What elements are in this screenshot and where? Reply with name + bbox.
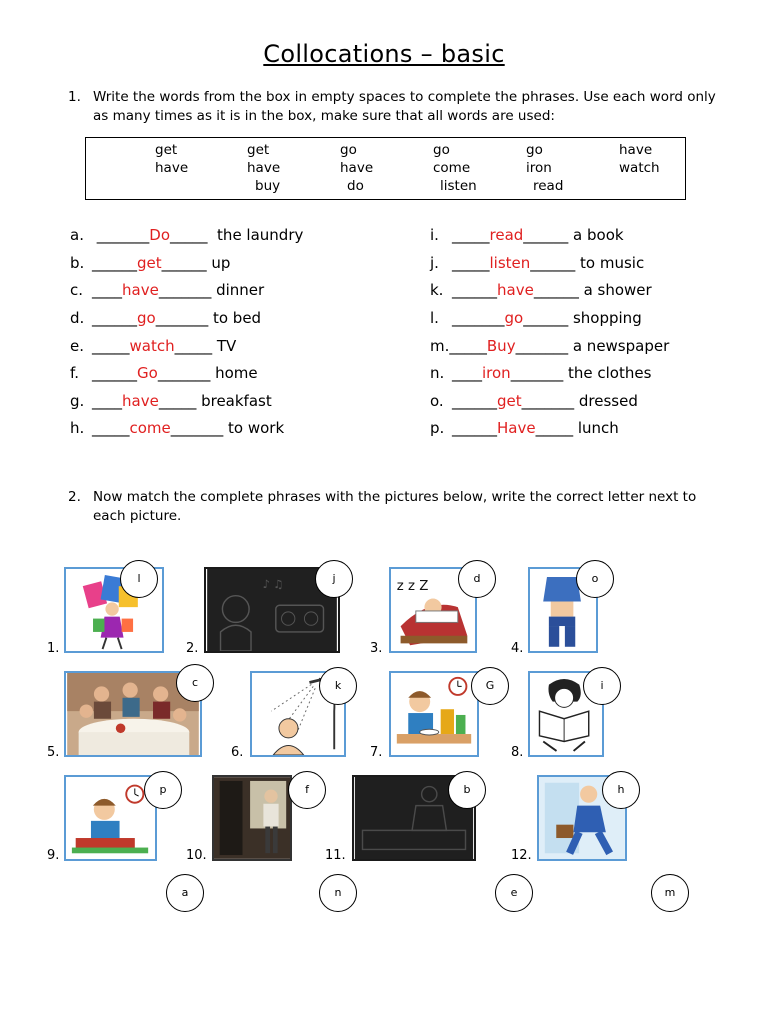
- letter-circle-e[interactable]: e: [495, 874, 533, 912]
- phrase-h: h. _____come_______ to work: [70, 419, 285, 437]
- picture-number: 1.: [47, 641, 60, 656]
- word-box-item: come: [433, 160, 471, 176]
- answer-text[interactable]: Go: [137, 364, 158, 382]
- answer-text[interactable]: Do: [149, 226, 171, 244]
- phrase-o: o. ______get_______ dressed: [430, 392, 638, 410]
- word-box-item: have: [247, 160, 281, 176]
- task-2-number: 2.: [68, 489, 81, 505]
- answer-text[interactable]: have: [122, 281, 159, 299]
- answer-text[interactable]: iron: [482, 364, 511, 382]
- word-box-item: listen: [440, 178, 477, 194]
- phrase-i: i. _____read______ a book: [430, 226, 624, 244]
- answer-text[interactable]: go: [137, 309, 156, 327]
- answer-circle[interactable]: f: [288, 771, 326, 809]
- picture-number: 10.: [186, 848, 207, 863]
- answer-circle[interactable]: G: [471, 667, 509, 705]
- answer-text[interactable]: read: [489, 226, 524, 244]
- word-box-item: go: [433, 142, 450, 158]
- answer-text[interactable]: have: [122, 392, 159, 410]
- letter-circle-n[interactable]: n: [319, 874, 357, 912]
- answer-circle[interactable]: b: [448, 771, 486, 809]
- picture-number: 6.: [231, 745, 244, 760]
- task-1-instruction: [68, 88, 748, 128]
- answer-circle[interactable]: o: [576, 560, 614, 598]
- word-box-item: read: [533, 178, 564, 194]
- word-box-item: have: [619, 142, 653, 158]
- phrase-p: p. ______Have_____ lunch: [430, 419, 619, 437]
- phrase-d: d. ______go_______ to bed: [70, 309, 262, 327]
- answer-text[interactable]: have: [497, 281, 534, 299]
- word-box-item: have: [340, 160, 374, 176]
- task-2-text: Now match the complete phrases with the pictures below, write the correct letter next to each picture.: [93, 489, 697, 524]
- phrase-n: n. ____iron_______ the clothes: [430, 364, 652, 382]
- phrase-c: c. ____have_______ dinner: [70, 281, 265, 299]
- picture-number: 8.: [511, 745, 524, 760]
- coming-home-icon: [212, 775, 292, 861]
- answer-circle[interactable]: i: [583, 667, 621, 705]
- phrase-b: b. ______get______ up: [70, 254, 231, 272]
- phrase-m: m._____Buy_______ a newspaper: [430, 337, 670, 355]
- task-1-number: 1.: [68, 89, 81, 105]
- word-box-item: get: [247, 142, 270, 158]
- page-title: Collocations – basic: [263, 40, 505, 68]
- phrase-g: g. ____have_____ breakfast: [70, 392, 272, 410]
- answer-circle[interactable]: j: [315, 560, 353, 598]
- task-2-instruction: [68, 488, 748, 528]
- picture-number: 5.: [47, 745, 60, 760]
- answer-circle[interactable]: d: [458, 560, 496, 598]
- phrase-a: a. _______Do_____ the laundry: [70, 226, 304, 244]
- phrase-l: l. _______go______ shopping: [430, 309, 642, 327]
- word-box-item: go: [526, 142, 543, 158]
- breakfast-icon: [389, 671, 479, 757]
- svg-text:z z Z: z z Z: [396, 578, 429, 594]
- answer-text[interactable]: watch: [129, 337, 175, 355]
- word-box-item: get: [155, 142, 178, 158]
- task-1-text: Write the words from the box in empty spaces to complete the phrases. Use each word only as many times as it is in the box, make sure that all words are used:: [93, 89, 716, 124]
- answer-text[interactable]: get: [137, 254, 162, 272]
- answer-text[interactable]: come: [129, 419, 171, 437]
- answer-circle[interactable]: c: [176, 664, 214, 702]
- phrase-f: f. ______Go_______ home: [70, 364, 258, 382]
- answer-circle[interactable]: p: [144, 771, 182, 809]
- picture-number: 2.: [186, 641, 199, 656]
- phrase-j: j. _____listen______ to music: [430, 254, 645, 272]
- answer-text[interactable]: Have: [497, 419, 536, 437]
- word-box-item: iron: [526, 160, 552, 176]
- svg-text:♪ ♫: ♪ ♫: [262, 577, 284, 592]
- picture-number: 12.: [511, 848, 532, 863]
- phrase-k: k. ______have______ a shower: [430, 281, 652, 299]
- letter-circle-a[interactable]: a: [166, 874, 204, 912]
- answer-circle[interactable]: h: [602, 771, 640, 809]
- answer-text[interactable]: get: [497, 392, 522, 410]
- answer-circle[interactable]: l: [120, 560, 158, 598]
- answer-text[interactable]: go: [504, 309, 524, 327]
- picture-number: 11.: [325, 848, 346, 863]
- answer-text[interactable]: Buy: [486, 337, 516, 355]
- word-box-item: go: [340, 142, 357, 158]
- picture-number: 3.: [370, 641, 383, 656]
- picture-number: 7.: [370, 745, 383, 760]
- phrase-e: e. _____watch_____ TV: [70, 337, 237, 355]
- picture-number: 4.: [511, 641, 524, 656]
- answer-circle[interactable]: k: [319, 667, 357, 705]
- word-box-item: do: [347, 178, 364, 194]
- picture-number: 9.: [47, 848, 60, 863]
- letter-circle-m[interactable]: m: [651, 874, 689, 912]
- word-box-item: have: [155, 160, 189, 176]
- answer-text[interactable]: listen: [489, 254, 531, 272]
- word-box-item: watch: [619, 160, 660, 176]
- word-box: [85, 137, 686, 200]
- word-box-item: buy: [255, 178, 281, 194]
